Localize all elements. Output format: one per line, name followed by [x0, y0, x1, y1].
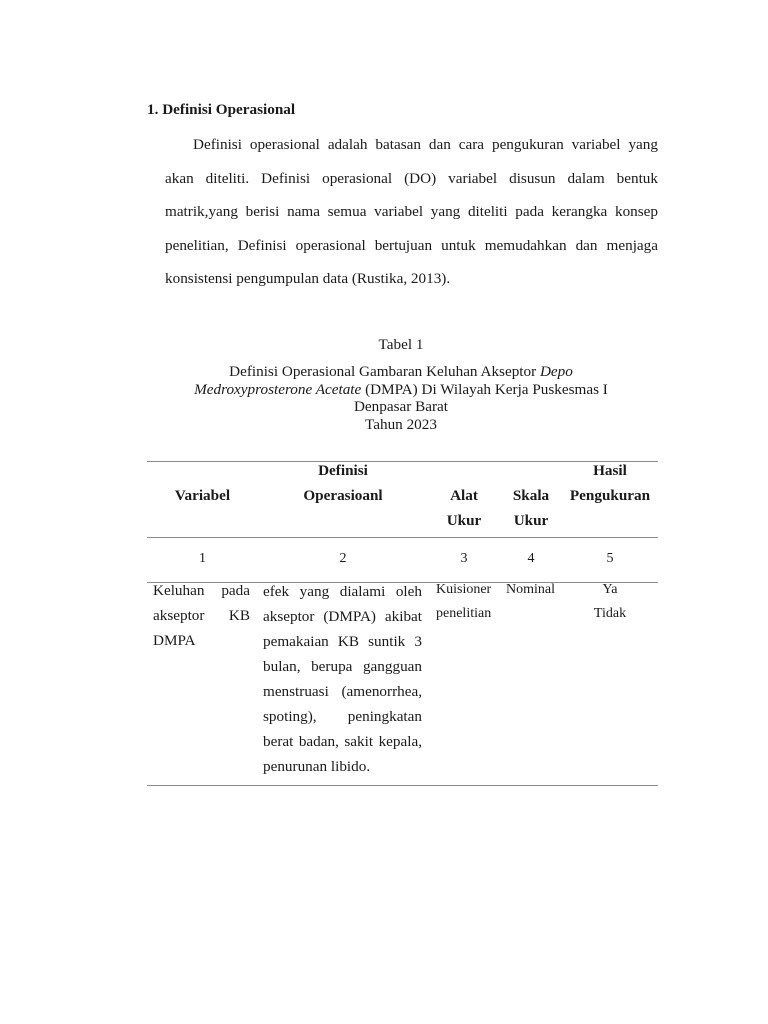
table-caption: [147, 363, 655, 434]
column-number: 3: [460, 551, 468, 566]
caption-text: Definisi Operasional Gambaran Keluhan Akseptor: [229, 363, 537, 380]
column-number: 1: [199, 551, 206, 566]
column-number: 5: [606, 551, 614, 566]
cell-line: akseptor KB: [153, 607, 250, 624]
header-rule: [147, 537, 658, 538]
cell-definisi: [263, 579, 422, 779]
cell-line: akseptor (DMPA) akibat: [263, 608, 422, 625]
cell-line: Ya: [602, 582, 618, 597]
cell-line: penurunan libido.: [263, 758, 371, 775]
cell-line: DMPA: [153, 632, 196, 649]
cell-alat-ukur: [436, 578, 500, 626]
column-number: 2: [339, 551, 347, 566]
definition-table: [147, 461, 658, 786]
paragraph-line: konsistensi pengumpulan data (Rustika, 2013).: [165, 270, 451, 287]
cell-line: menstruasi (amenorrhea,: [263, 683, 422, 700]
paragraph-line: penelitian, Definisi operasional bertujuan untuk memudahkan dan menjaga: [165, 236, 658, 254]
header-line: Variabel: [174, 487, 231, 504]
header-line: Pengukuran: [569, 487, 651, 504]
column-number: 4: [527, 551, 535, 566]
header-line: Alat: [450, 487, 478, 504]
cell-line: Keluhan pada: [153, 582, 250, 599]
header-definisi-operasional: [258, 458, 428, 508]
header-line: Ukur: [513, 512, 549, 529]
header-line: Definisi: [318, 462, 368, 479]
cell-line: efek yang dialami oleh: [263, 583, 422, 600]
cell-line: Tidak: [593, 606, 627, 621]
cell-line: penelitian: [436, 606, 492, 621]
caption-line-4: Tahun 2023: [365, 416, 437, 434]
paragraph: [165, 128, 658, 296]
header-hasil-pengukuran: [562, 458, 658, 508]
table-bottom-rule: [147, 785, 658, 786]
caption-line-1: [147, 363, 655, 381]
header-skala-ukur: [500, 458, 562, 533]
caption-italic-text: Medroxyprosterone Acetate: [194, 380, 362, 398]
cell-skala-ukur: [506, 578, 562, 602]
header-line: Hasil: [593, 462, 627, 479]
cell-variabel: [153, 578, 250, 653]
cell-line: bulan, berupa gangguan: [263, 658, 422, 675]
cell-line: berat badan, sakit kepala,: [263, 733, 422, 750]
caption-italic-text: Depo: [539, 363, 573, 380]
paragraph-line: akan diteliti. Definisi operasional (DO) variabel disusun dalam bentuk: [165, 169, 658, 187]
caption-text: (DMPA) Di Wilayah Kerja Puskesmas I: [365, 380, 608, 398]
header-line: Skala: [512, 487, 550, 504]
paragraph-line: Definisi operasional adalah batasan dan cara pengukuran variabel yang: [193, 136, 658, 153]
header-alat-ukur: [428, 458, 500, 533]
paragraph-line: matrik,yang berisi nama semua variabel yang diteliti pada kerangka konsep: [165, 203, 658, 220]
caption-line-3: Denpasar Barat: [353, 398, 449, 416]
cell-line: Kuisioner: [436, 582, 492, 597]
cell-line: spoting), peningkatan: [263, 708, 422, 725]
section-heading: 1. Definisi Operasional: [147, 101, 296, 118]
header-line: Operasioanl: [303, 487, 383, 504]
cell-line: pemakaian KB suntik 3: [263, 633, 422, 650]
cell-hasil-pengukuran: [562, 578, 658, 626]
header-line: Ukur: [446, 512, 482, 529]
cell-line: Nominal: [506, 582, 555, 597]
caption-line-2: [147, 381, 655, 399]
header-variabel: [147, 458, 258, 508]
table-label: Tabel 1: [378, 336, 424, 353]
